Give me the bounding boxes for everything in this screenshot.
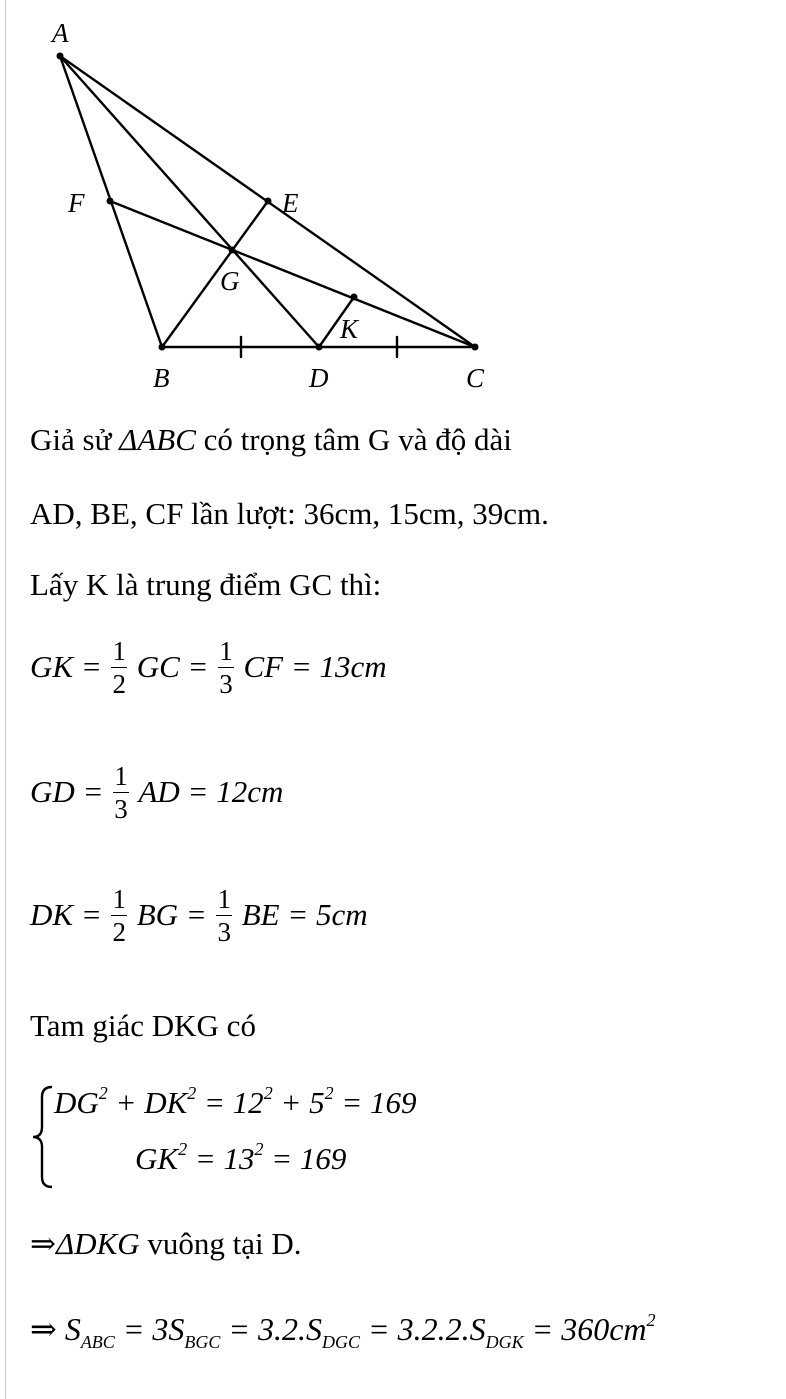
point-f <box>107 198 114 205</box>
label-k: K <box>340 314 359 344</box>
label-d: D <box>309 363 329 393</box>
area-formula: ⇒ $S_{ABC} = 3S_{BGC} = 3.2.S_{DGC} = 3.2.2.S_{DGK} = 360cm^2$ <box>30 1310 656 1352</box>
label-f: F <box>68 188 85 218</box>
statement-line-3: Lấy K là trung điểm GC thì: <box>30 567 382 602</box>
equation-gd: GD = $\frac{1}{3}$ AD = 12cm <box>30 761 284 824</box>
triangle-dkg-line: Tam giác DKG có <box>30 1008 256 1043</box>
conclusion-line: ⇒ΔDKG vuông tại D. <box>30 1226 302 1261</box>
point-c <box>472 344 479 351</box>
label-e: E <box>282 188 299 218</box>
label-g: G <box>220 266 240 296</box>
point-k <box>351 294 358 301</box>
point-e <box>265 198 272 205</box>
statement-line-1: Giả sử ΔABC có trọng tâm G và độ dài <box>30 422 512 457</box>
brace-icon <box>30 1085 56 1189</box>
label-c: C <box>466 363 485 393</box>
label-a: A <box>52 18 69 48</box>
point-b <box>159 344 166 351</box>
segment-cf <box>110 201 475 347</box>
equation-dk: DK = $\frac{1}{2}$ BG = $\frac{1}{3}$ BE = 5cm <box>30 884 368 947</box>
point-g <box>229 247 236 254</box>
point-a <box>57 53 64 60</box>
point-d <box>316 344 323 351</box>
system-row-2: $GK^2 = 13^2 = 169$ <box>135 1139 347 1176</box>
system-row-1: $DG^2 + DK^2 = 12^2 + 5^2 = 169$ <box>54 1083 417 1120</box>
triangle-figure <box>0 0 786 400</box>
equation-gk: GK = $\frac{1}{2}$ GC = $\frac{1}{3}$ CF = 13cm <box>30 636 387 699</box>
label-b: B <box>153 363 170 393</box>
statement-line-2: AD, BE, CF lần lượt: 36cm, 15cm, 39cm. <box>30 496 549 531</box>
segment-ad <box>60 56 319 347</box>
segment-be <box>162 201 268 347</box>
